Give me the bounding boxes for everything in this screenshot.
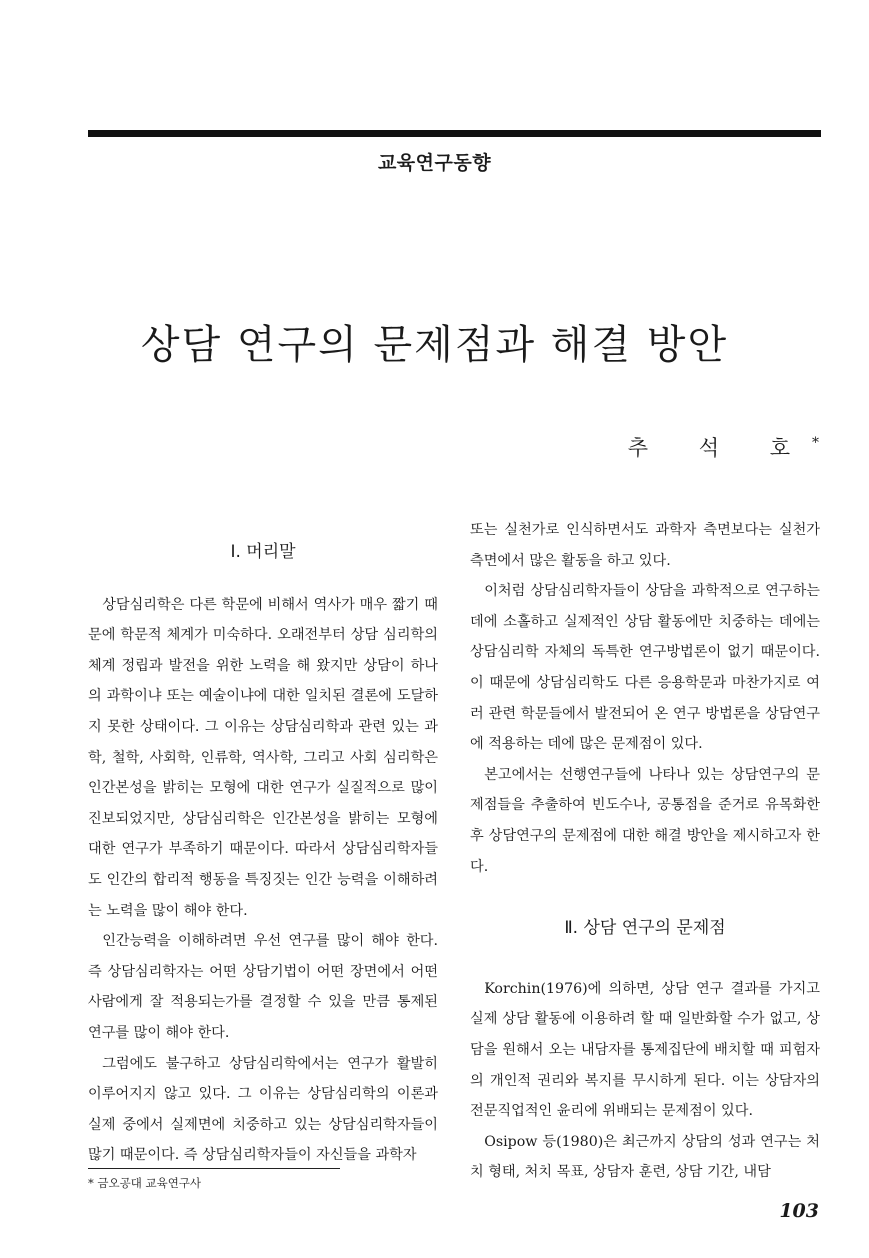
paragraph: 상담심리학은 다른 학문에 비해서 역사가 매우 짧기 때문에 학문적 체계가 미숙하다. 오래전부터 상담 심리학의 체계 정립과 발전을 위한 노력을 해 왔지만 상담이 하나의 과학이냐 또는 예술이냐에 대한 일치된 결론에 도달하지 못한 상태이다. 그 이유는 상담심리학과 관련 있는 과학, 철학, 사회학, 인류학, 역사학, 그리고 사회 심리학은 인간본성을 밝히는 모형에 대한 연구가 실질적으로 많이 진보되었지만, 상담심리학은 인간본성을 밝히는 모형에 대한 연구가 부족하기 때문이다. 따라서 상담심리학자들도 인간의 합리적 행동을 특징짓는 인간 능력을 이해하려는 노력을 많이 해야 한다.: [88, 596, 438, 919]
section-label: 교육연구동향: [377, 152, 492, 174]
paragraph: 본고에서는 선행연구들에 나타나 있는 상담연구의 문제점들을 추출하여 빈도수나, 공통점을 준거로 유목화한 후 상담연구의 문제점에 대한 해결 방안을 제시하고자 한다.: [470, 766, 820, 875]
top-rule: [88, 130, 821, 137]
paragraph: Korchin(1976)에 의하면, 상담 연구 결과를 가지고 실제 상담 활동에 이용하려 할 때 일반화할 수가 없고, 상담을 원해서 오는 내담자를 통제집단에 배치할 때 피험자의 개인적 권리와 복지를 무시하게 된다. 이는 상담자의 전문직업적인 윤리에 위배되는 문제점이 있다.: [470, 980, 820, 1120]
paragraph: 인간능력을 이해하려면 우선 연구를 많이 해야 한다. 즉 상담심리학자는 어떤 상담기법이 어떤 장면에서 어떤 사람에게 잘 적용되는가를 결정할 수 있을 만큼 통제된 연구를 많이 해야 한다.: [88, 933, 438, 1041]
page-number: 103: [779, 1200, 819, 1222]
left-column: [88, 515, 438, 1171]
article-title: 상담 연구의 문제점과 해결 방안: [140, 321, 729, 368]
section-heading-intro: Ⅰ. 머리말: [230, 542, 296, 562]
footnote: * 금오공대 교육연구사: [88, 1176, 202, 1190]
author-name: 추 석 호: [627, 436, 812, 460]
author-footnote-mark: *: [812, 435, 819, 451]
paragraph: 그럼에도 불구하고 상담심리학에서는 연구가 활발히 이루어지지 않고 있다. 그 이유는 상담심리학의 이론과 실제 중에서 실제면에 치중하고 있는 상담심리학자들이 많기 때문이다. 즉 상담심리학자들이 자신들을 과학자: [88, 1055, 438, 1164]
paragraph: Osipow 등(1980)은 최근까지 상담의 성과 연구는 처치 형태, 처치 목표, 상담자 훈련, 상담 기간, 내담: [470, 1133, 820, 1181]
paragraph: 또는 실천가로 인식하면서도 과학자 측면보다는 실천가 측면에서 많은 활동을 하고 있다.: [470, 522, 820, 569]
right-column: [470, 515, 820, 1188]
paragraph: 이처럼 상담심리학자들이 상담을 과학적으로 연구하는 데에 소홀하고 실제적인 상담 활동에만 치중하는 데에는 상담심리학 자체의 독특한 연구방법론이 없기 때문이다. 이 때문에 상담심리학도 다른 응용학문과 마찬가지로 여러 관련 학문들에서 발전되어 온 연구 방법론을 상담연구에 적용하는 데에 많은 문제점이 있다.: [470, 583, 820, 753]
footnote-rule: [88, 1168, 340, 1169]
section-heading-problems: Ⅱ. 상담 연구의 문제점: [564, 918, 726, 939]
author-line: [628, 432, 819, 462]
